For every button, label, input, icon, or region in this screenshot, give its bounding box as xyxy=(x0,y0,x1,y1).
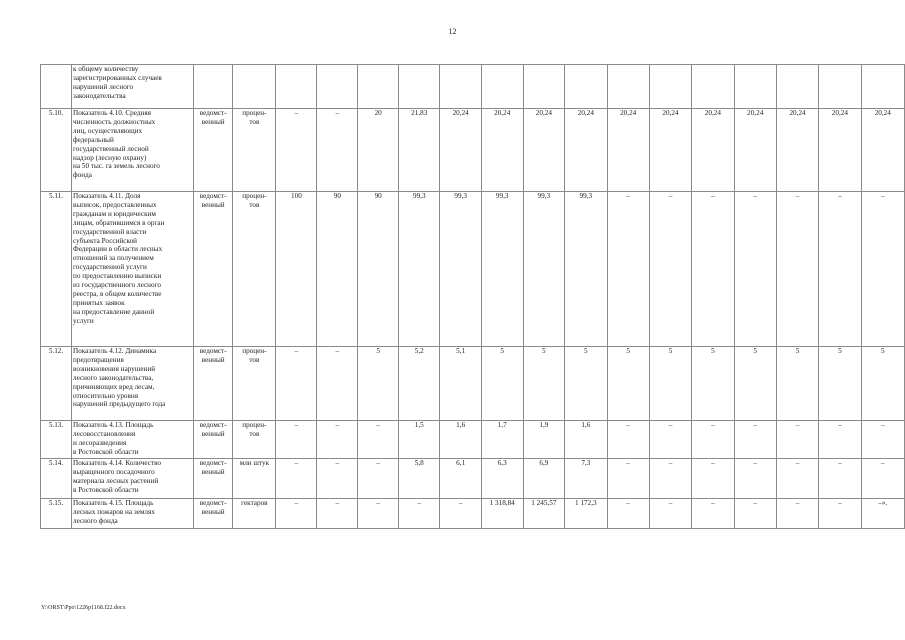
value-cell: – xyxy=(692,459,734,499)
value-cell: 99,3 xyxy=(399,192,440,347)
row-number-cell: 5.15. xyxy=(41,499,72,529)
value-cell: – xyxy=(692,192,734,347)
value-cell: – xyxy=(399,499,440,529)
indicator-name-cell: Показатель 4.12. Динамика предотвращения возникновения нарушений лесного законодательства, причиняющих вред лесам, относительно уровня нарушений предыдущего года xyxy=(72,347,194,421)
file-path-footer: Y:\ORST\Ppo\1226p1168.f22.docx xyxy=(41,605,126,611)
value-cell: 20,24 xyxy=(440,109,481,192)
value-cell xyxy=(692,65,734,109)
value-cell: – xyxy=(819,421,861,459)
value-cell: –». xyxy=(861,499,904,529)
value-cell: 99,3 xyxy=(440,192,481,347)
value-cell: – xyxy=(317,499,358,529)
value-cell: – xyxy=(649,459,691,499)
value-cell xyxy=(734,65,776,109)
value-cell: – xyxy=(317,109,358,192)
value-cell xyxy=(399,65,440,109)
value-cell: – xyxy=(692,499,734,529)
value-cell: – xyxy=(861,459,904,499)
value-cell: 6,1 xyxy=(440,459,481,499)
table-row xyxy=(41,499,905,529)
value-cell: – xyxy=(317,459,358,499)
value-cell: – xyxy=(358,499,399,529)
value-cell: 5,1 xyxy=(440,347,481,421)
row-number-cell: 5.14. xyxy=(41,459,72,499)
value-cell: 20,24 xyxy=(861,109,904,192)
indicator-type-cell: ведомст- венный xyxy=(194,109,233,192)
value-cell: 100 xyxy=(276,192,317,347)
value-cell: – xyxy=(649,421,691,459)
table-row xyxy=(41,192,905,347)
table-row xyxy=(41,347,905,421)
value-cell: – xyxy=(861,192,904,347)
value-cell: – xyxy=(861,421,904,459)
value-cell: 20,24 xyxy=(692,109,734,192)
value-cell: 20,24 xyxy=(734,109,776,192)
unit-cell: процен- тов xyxy=(233,109,276,192)
value-cell: – xyxy=(276,421,317,459)
unit-cell xyxy=(233,65,276,109)
value-cell: 1,7 xyxy=(481,421,523,459)
value-cell: – xyxy=(276,109,317,192)
value-cell: – xyxy=(819,499,861,529)
value-cell xyxy=(861,65,904,109)
row-number-cell: 5.11. xyxy=(41,192,72,347)
value-cell: 20 xyxy=(358,109,399,192)
table-body xyxy=(41,65,905,529)
indicators-table xyxy=(40,64,905,529)
value-cell: – xyxy=(607,421,649,459)
value-cell: 1 172,3 xyxy=(565,499,607,529)
indicator-name-cell: к общему количеству зарегистрированных случаев нарушений лесного законодательства xyxy=(72,65,194,109)
value-cell: – xyxy=(734,459,776,499)
indicator-name-cell: Показатель 4.14. Количество выращенного посадочного материала лесных растений в Ростовской области xyxy=(72,459,194,499)
value-cell: 1 318,84 xyxy=(481,499,523,529)
indicator-name-cell: Показатель 4.10. Средняя численность должностных лиц, осуществляющих федеральный государственный лесной надзор (лесную охрану) на 50 тыс. га земель лесного фонда xyxy=(72,109,194,192)
value-cell: 5 xyxy=(692,347,734,421)
value-cell: – xyxy=(317,347,358,421)
value-cell: – xyxy=(776,192,818,347)
value-cell xyxy=(317,65,358,109)
value-cell: 90 xyxy=(358,192,399,347)
value-cell: 5 xyxy=(523,347,565,421)
value-cell: – xyxy=(819,459,861,499)
value-cell: 5 xyxy=(734,347,776,421)
value-cell xyxy=(276,65,317,109)
value-cell: 20,24 xyxy=(819,109,861,192)
value-cell: 5 xyxy=(358,347,399,421)
indicator-name-cell: Показатель 4.13. Площадь лесовосстановления и лесоразведения в Ростовской области xyxy=(72,421,194,459)
value-cell: 5 xyxy=(607,347,649,421)
indicator-type-cell: ведомст- венный xyxy=(194,459,233,499)
indicator-type-cell: ведомст- венный xyxy=(194,421,233,459)
value-cell: 5 xyxy=(481,347,523,421)
unit-cell: процен- тов xyxy=(233,192,276,347)
value-cell: – xyxy=(692,421,734,459)
value-cell: 6,9 xyxy=(523,459,565,499)
value-cell: – xyxy=(317,421,358,459)
value-cell: 20,24 xyxy=(776,109,818,192)
unit-cell: гектаров xyxy=(233,499,276,529)
value-cell: 1,9 xyxy=(523,421,565,459)
indicators-table-wrapper xyxy=(40,64,905,529)
value-cell: 5 xyxy=(565,347,607,421)
value-cell: – xyxy=(649,499,691,529)
row-number-cell: 5.12. xyxy=(41,347,72,421)
unit-cell: процен- тов xyxy=(233,421,276,459)
value-cell: 90 xyxy=(317,192,358,347)
value-cell: 1,6 xyxy=(565,421,607,459)
row-number-cell xyxy=(41,65,72,109)
unit-cell: процен- тов xyxy=(233,347,276,421)
value-cell xyxy=(565,65,607,109)
value-cell: – xyxy=(607,192,649,347)
value-cell: 99,3 xyxy=(523,192,565,347)
value-cell: 20,24 xyxy=(565,109,607,192)
value-cell: – xyxy=(276,499,317,529)
value-cell xyxy=(776,65,818,109)
indicator-type-cell: ведомст- венный xyxy=(194,499,233,529)
value-cell: 6,3 xyxy=(481,459,523,499)
value-cell: 1,6 xyxy=(440,421,481,459)
value-cell: – xyxy=(276,347,317,421)
value-cell xyxy=(819,65,861,109)
value-cell: 20,24 xyxy=(481,109,523,192)
value-cell xyxy=(440,65,481,109)
value-cell: 5 xyxy=(649,347,691,421)
table-row xyxy=(41,421,905,459)
value-cell: – xyxy=(358,421,399,459)
value-cell: 99,3 xyxy=(481,192,523,347)
value-cell: 20,24 xyxy=(607,109,649,192)
value-cell: – xyxy=(819,192,861,347)
value-cell: 1 245,57 xyxy=(523,499,565,529)
value-cell xyxy=(649,65,691,109)
page-number: 12 xyxy=(448,27,457,36)
value-cell: – xyxy=(607,459,649,499)
value-cell: 20,24 xyxy=(649,109,691,192)
value-cell: 1,5 xyxy=(399,421,440,459)
value-cell: 20,24 xyxy=(523,109,565,192)
value-cell: 5 xyxy=(861,347,904,421)
value-cell xyxy=(523,65,565,109)
table-row xyxy=(41,65,905,109)
table-row xyxy=(41,459,905,499)
unit-cell: млн штук xyxy=(233,459,276,499)
value-cell: 7,3 xyxy=(565,459,607,499)
value-cell xyxy=(481,65,523,109)
value-cell: – xyxy=(276,459,317,499)
value-cell: – xyxy=(440,499,481,529)
value-cell: – xyxy=(776,459,818,499)
value-cell: – xyxy=(734,499,776,529)
value-cell: – xyxy=(607,499,649,529)
value-cell: 5,8 xyxy=(399,459,440,499)
value-cell: 99,3 xyxy=(565,192,607,347)
indicator-type-cell: ведомст- венный xyxy=(194,347,233,421)
indicator-type-cell: ведомст- венный xyxy=(194,192,233,347)
value-cell: – xyxy=(358,459,399,499)
row-number-cell: 5.13. xyxy=(41,421,72,459)
value-cell: 21,83 xyxy=(399,109,440,192)
value-cell: – xyxy=(734,421,776,459)
value-cell: – xyxy=(649,192,691,347)
value-cell: – xyxy=(734,192,776,347)
table-row xyxy=(41,109,905,192)
indicator-type-cell xyxy=(194,65,233,109)
indicator-name-cell: Показатель 4.15. Площадь лесных пожаров на землях лесного фонда xyxy=(72,499,194,529)
row-number-cell: 5.10. xyxy=(41,109,72,192)
value-cell: 5 xyxy=(819,347,861,421)
value-cell xyxy=(358,65,399,109)
value-cell xyxy=(607,65,649,109)
value-cell: 5 xyxy=(776,347,818,421)
value-cell: 5,2 xyxy=(399,347,440,421)
value-cell: – xyxy=(776,421,818,459)
indicator-name-cell: Показатель 4.11. Доля выписок, предоставленных гражданам и юридическим лицам, обратившимся в орган государственной власти субъекта Российской Федерации в области лесных отношений за получением государственной услуги по предоставлению выписки из государственного лесного реестра, в общем количестве принятых заявок на предоставление данной услуги xyxy=(72,192,194,347)
value-cell: – xyxy=(776,499,818,529)
